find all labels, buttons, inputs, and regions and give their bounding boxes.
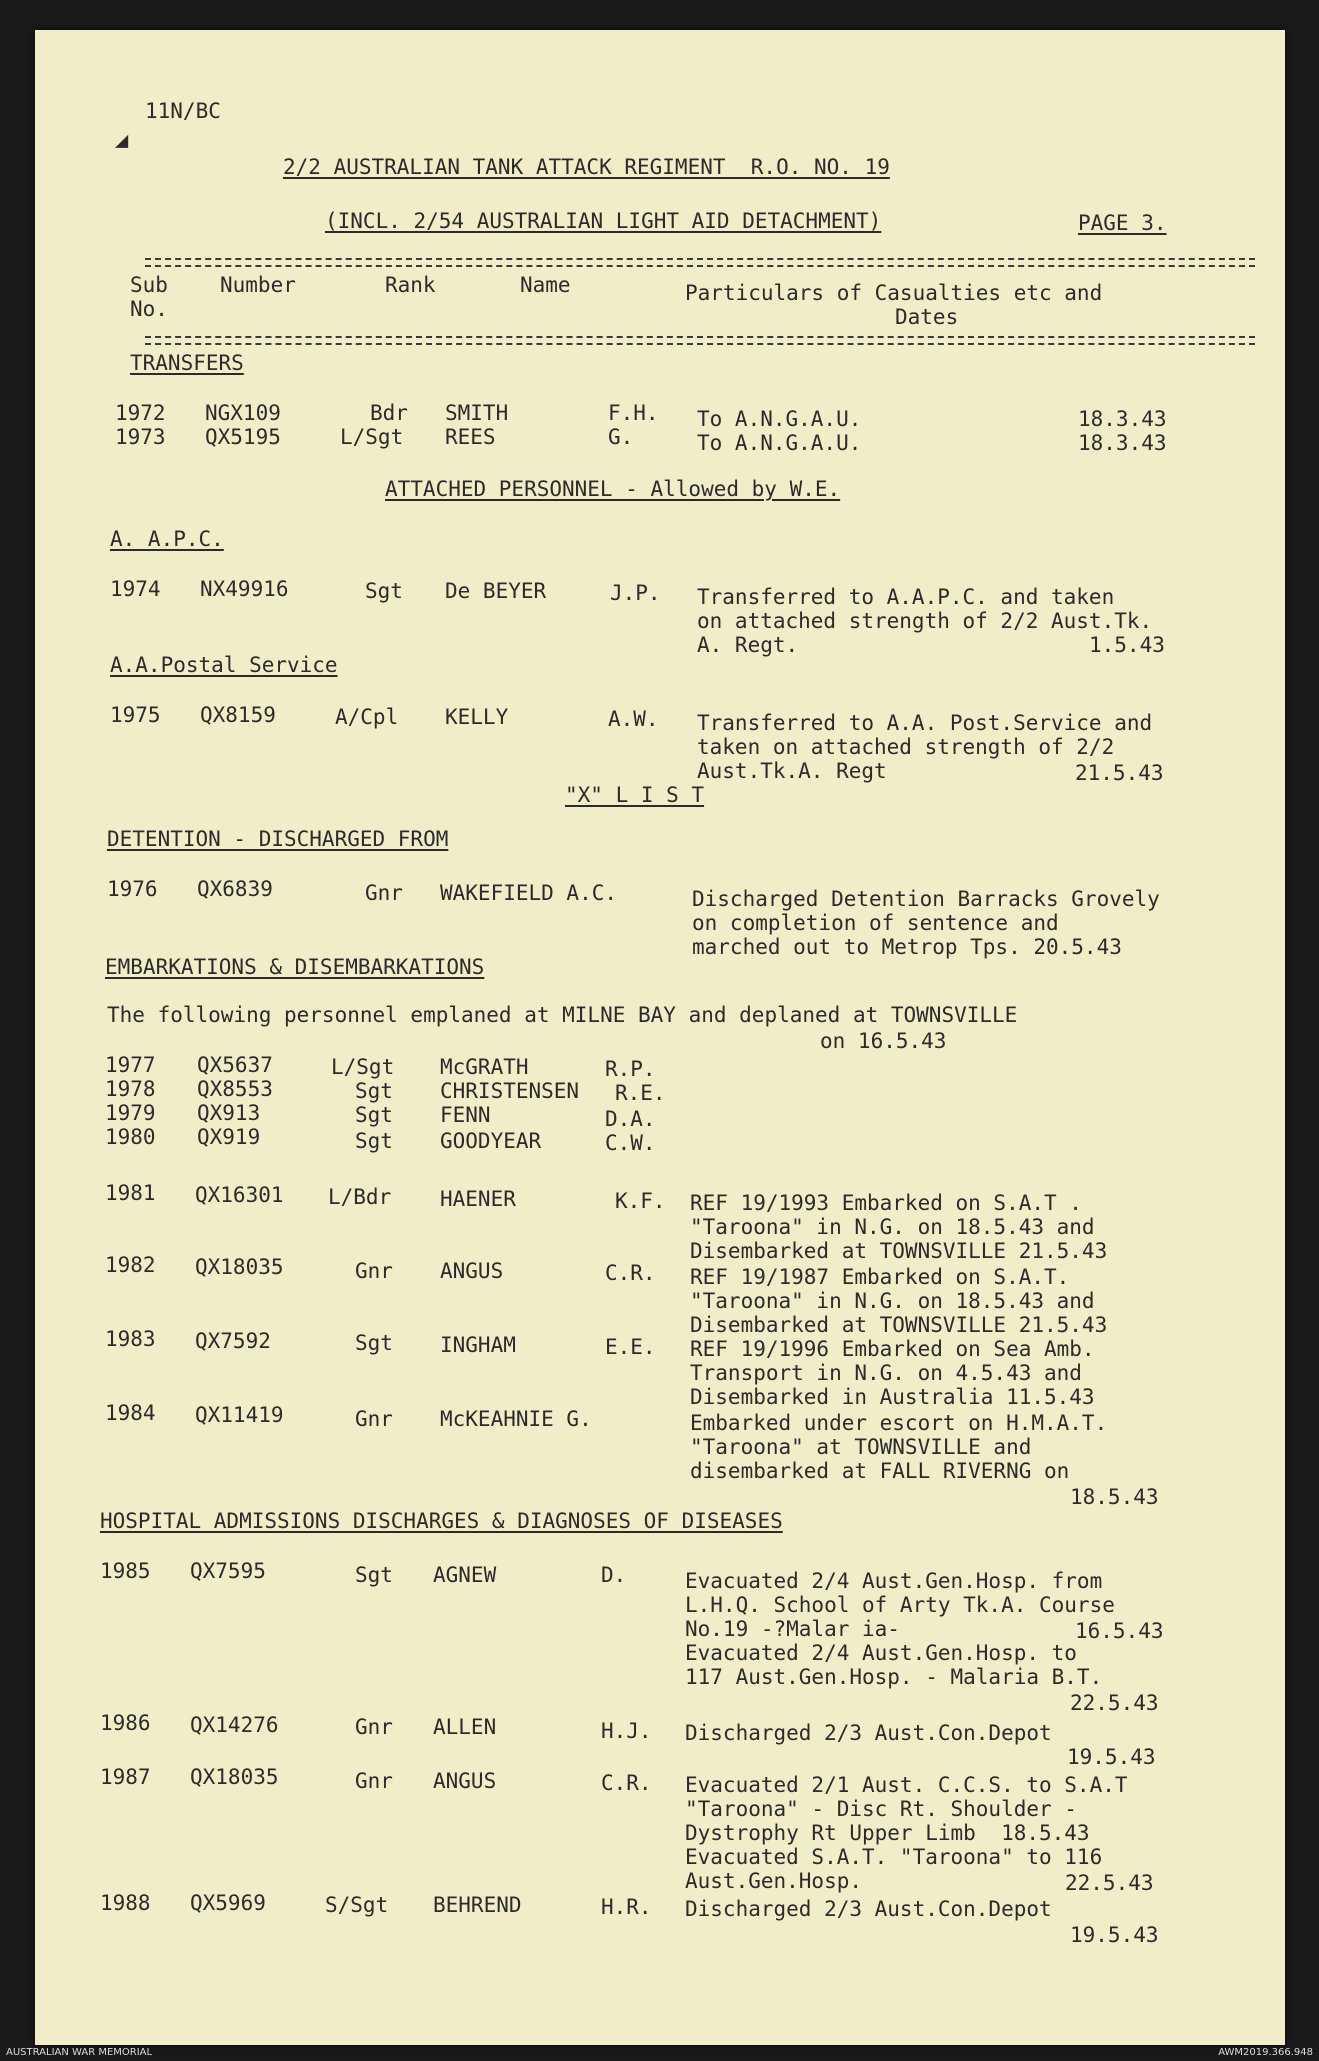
- column-header-number: Number: [220, 273, 296, 297]
- section-embarkations: EMBARKATIONS & DISEMBARKATIONS: [105, 955, 485, 979]
- page-number: PAGE 3.: [1078, 211, 1167, 235]
- section-x-list: "X" L I S T: [565, 783, 705, 807]
- section-postal-service: A.A.Postal Service: [110, 653, 338, 677]
- section-attached-personnel: ATTACHED PERSONNEL - Allowed by W.E.: [385, 477, 841, 501]
- section-transfers: TRANSFERS: [130, 351, 244, 375]
- section-detention: DETENTION - DISCHARGED FROM: [107, 827, 449, 851]
- divider-top-2: [145, 265, 1255, 267]
- column-header-name: Name: [520, 273, 571, 297]
- column-header-rank: Rank: [385, 273, 436, 297]
- hand-mark-icon: ◢: [115, 128, 129, 153]
- divider-top: [145, 258, 1255, 260]
- divider-header: [145, 336, 1255, 338]
- document-reference: 11N/BC: [145, 99, 221, 123]
- divider-header-2: [145, 343, 1255, 345]
- column-header-dates: Dates: [895, 305, 959, 329]
- column-header-sub: Sub: [130, 273, 168, 297]
- document-subtitle: (INCL. 2/54 AUSTRALIAN LIGHT AID DETACHMENT): [325, 209, 882, 233]
- column-header-particulars: Particulars of Casualties etc and: [685, 281, 1103, 305]
- section-hospital: HOSPITAL ADMISSIONS DISCHARGES & DIAGNOSES OF DISEASES: [100, 1509, 783, 1533]
- column-header-no: No.: [130, 297, 168, 321]
- document-page: ◢ 11N/BC 2/2 AUSTRALIAN TANK ATTACK REGIMENT R.O. NO. 19 (INCL. 2/54 AUSTRALIAN LIGHT AID DETACHMENT) PAGE 3. Sub No. Number Rank Name Particulars of Casualties etc and Dates TRANSFERS 1972 NGX109 Bdr SMITH F.H. To A.N.G.A.U. 18.3.43 1973 QX5195 L/Sgt REES G. To A.N.G.A.U. 18.3.43 ATTACHED PERSONNEL - Allowed by W.E. A. A.P.C. 1974 NX49916 Sgt De BEYER J.P. Transferred to A.A.P.C. and taken on attached strength of 2/2 Aust.Tk. A. Regt. 1.5.43 A.A.Postal Service 1975 QX8159 A/Cpl KELLY A.W. Transferred to A.A. Post.Service and taken on attached strength of 2/2 Aust.Tk.A. Regt 21.5.43 "X" L I S T DETENTION - DISCHARGED FROM 1976 QX6839 Gnr WAKEFIELD A.C. Discharged Detention Barracks Grovely on completion of sentence and marched out to Metrop Tps. 20.5.43 EMBARKATIONS & DISEMBARKATIONS The following personnel emplaned at MILNE BAY and deplaned at TOWNSVILLE on 16.5.43 1977 QX5637 L/Sgt McGRATH R.P. 1978 QX8553 Sgt CHRISTENSEN R.E. 1979 QX913 Sgt FENN D.A. 1980 QX919 Sgt GOODYEAR C.W. 1981 QX16301 L/Bdr HAENER K.F. REF 19/1993 Embarked on S.A.T . "Taroona" in N.G. on 18.5.43 and Disembarked at TOWNSVILLE 21.5.43 1982 QX18035 Gnr ANGUS C.R. REF 19/1987 Embarked on S.A.T. "Taroona" in N.G. on 18.5.43 and Disembarked at TOWNSVILLE 21.5.43 1983 QX7592 Sgt INGHAM E.E. REF 19/1996 Embarked on Sea Amb. Transport in N.G. on 4.5.43 and Disembarked in Australia 11.5.43 1984 QX11419 Gnr McKEAHNIE G. Embarked under escort on H.M.A.T. "Taroona" at TOWNSVILLE and disembarked at FALL RIVERNG on 18.5.43 HOSPITAL ADMISSIONS DISCHARGES & DIAGNOSES OF DISEASES 1985 QX7595 Sgt AGNEW D. Evacuated 2/4 Aust.Gen.Hosp. from L.H.Q. School of Arty Tk.A. Course No.19 -?Malar ia- 16.5.43 Evacuated 2/4 Aust.Gen.Hosp. to 117 Aust.Gen.Hosp. - Malaria B.T. 22.5.43 1986 QX14276 Gnr ALLEN H.J. Discharged 2/3 Aust.Con.Depot 19.5.43 1987 QX18035 Gnr ANGUS C.R. Evacuated 2/1 Aust. C.C.S. to S.A.T "Taroona" - Disc Rt. Shoulder - Dystrophy Rt Upper Limb 18.5.43 Evacuated S.A.T. "Taroona" to 116 Aust.Gen.Hosp. 22.5.43 1988 QX5969 S/Sgt BEHREND H.R. Discharged 2/3 Aust.Con.Depot 19.5.43: [35, 30, 1285, 2045]
- embark-intro-line2: on 16.5.43: [820, 1029, 947, 1053]
- embark-intro-line1: The following personnel emplaned at MILNE BAY and deplaned at TOWNSVILLE: [107, 1003, 1018, 1027]
- document-title: 2/2 AUSTRALIAN TANK ATTACK REGIMENT R.O. NO. 19: [283, 155, 890, 179]
- footer-accession-number: AWM2019.366.948: [1218, 2047, 1313, 2058]
- footer-credit: AUSTRALIAN WAR MEMORIAL: [6, 2047, 153, 2058]
- section-aapc: A. A.P.C.: [110, 527, 224, 551]
